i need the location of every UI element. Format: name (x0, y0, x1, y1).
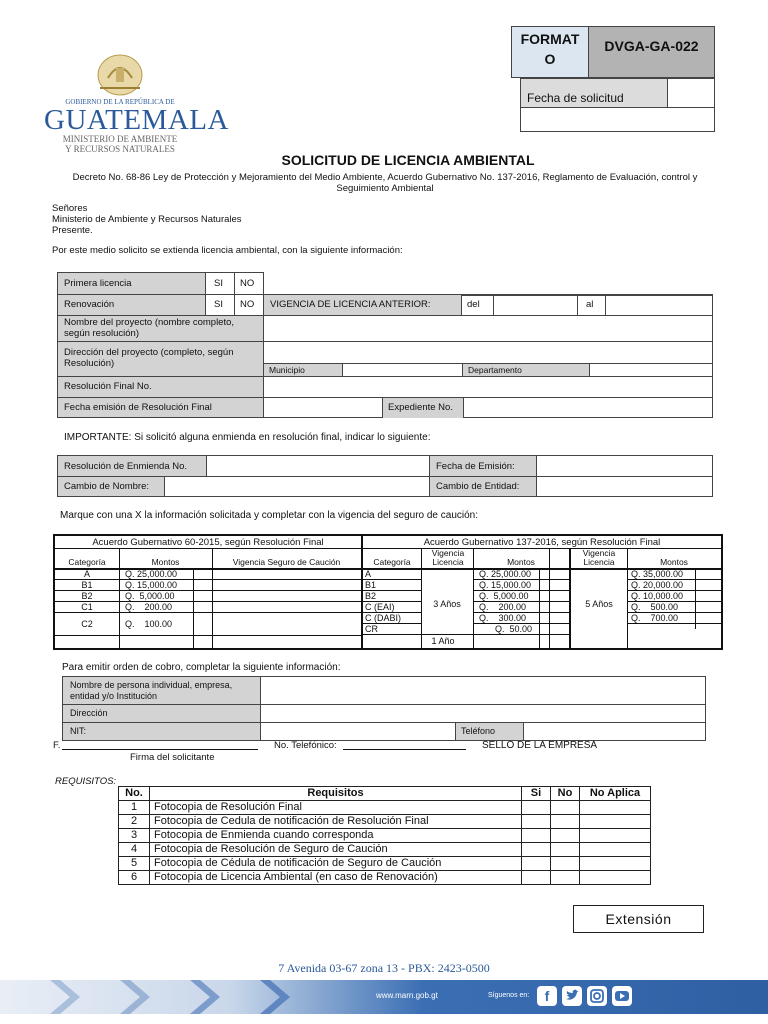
form-project-info (57, 272, 713, 418)
facebook-icon[interactable]: f (537, 986, 557, 1006)
logo-line-3: MINISTERIO DE AMBIENTE (62, 134, 178, 144)
renovacion-label: Renovación (64, 299, 115, 310)
caucion-right-row (627, 569, 721, 580)
footer-web[interactable]: www.marn.gob.gt (376, 991, 438, 1000)
caucion-mid-check[interactable] (550, 580, 569, 590)
caucion-right-row (627, 591, 721, 602)
logo-line-4: Y RECURSOS NATURALES (65, 144, 175, 154)
resolucion-enmienda-label: Resolución de Enmienda No. (64, 461, 188, 472)
requisito-no: 4 (119, 843, 150, 857)
primera-si[interactable]: SI (214, 278, 223, 289)
h-cat-left: Categoría (68, 557, 106, 567)
footer-siguenos: Síguenos en: (488, 992, 530, 999)
caucion-left-vigencia[interactable] (213, 602, 361, 612)
caucion-mid-cat: CR (365, 624, 378, 634)
requisito-row (119, 829, 651, 843)
caucion-mid-check[interactable] (550, 624, 569, 634)
caucion-mid-monto: Q. 200.00 (479, 602, 527, 612)
caucion-right-row (627, 613, 721, 624)
sello-label: SELLO DE LA EMPRESA (482, 740, 598, 751)
vigencia-label: VIGENCIA DE LICENCIA ANTERIOR: (270, 299, 431, 310)
requisito-si[interactable] (522, 857, 551, 871)
requisito-no: 3 (119, 829, 150, 843)
caucion-left-check[interactable] (194, 602, 212, 612)
caucion-left-row (55, 569, 361, 580)
caucion-mid-monto: Q. 300.00 (479, 613, 527, 623)
req-h-no: No. (119, 787, 150, 801)
instagram-icon[interactable] (587, 986, 607, 1006)
h-vig-lic-right: Vigencia Licencia (582, 548, 616, 567)
caucion-left-monto: Q. 5,000.00 (125, 591, 175, 601)
mid-vig-3: 3 Años (433, 599, 461, 609)
requisito-text: Fotocopia de Resolución de Seguro de Caución (150, 843, 522, 857)
requisito-na[interactable] (580, 843, 651, 857)
requisito-no: 1 (119, 801, 150, 815)
requisito-no-check[interactable] (551, 829, 580, 843)
primera-no[interactable]: NO (240, 278, 255, 289)
requisito-si[interactable] (522, 815, 551, 829)
caucion-left-monto: Q. 200.00 (125, 602, 173, 612)
caucion-right-check[interactable] (696, 602, 721, 612)
requisito-no-check[interactable] (551, 815, 580, 829)
cobro-nit-label: NIT: (70, 726, 87, 736)
firma-line[interactable] (62, 749, 258, 750)
telefono-label: No. Telefónico: (274, 740, 337, 751)
caucion-left-row (55, 580, 361, 591)
page-title: SOLICITUD DE LICENCIA AMBIENTAL (281, 152, 535, 168)
caucion-right-monto: Q. 10,000.00 (631, 591, 684, 601)
requisito-no: 6 (119, 871, 150, 885)
caucion-mid-check[interactable] (550, 591, 569, 601)
h-cat-mid: Categoría (373, 557, 411, 567)
addressee-1: Señores (52, 203, 88, 214)
caucion-mid-cat: B1 (365, 580, 377, 590)
resolucion-final-label: Resolución Final No. (64, 381, 152, 392)
caucion-left-row (55, 613, 361, 636)
caucion-mid-cat: C (EAI) (365, 602, 395, 612)
al-label: al (586, 299, 594, 310)
caucion-left-vigencia[interactable] (213, 569, 361, 579)
caucion-left-row (55, 591, 361, 602)
caucion-right-monto: Q. 35,000.00 (631, 569, 684, 579)
cobro-telefono-label: Teléfono (461, 726, 496, 736)
requisito-no-check[interactable] (551, 801, 580, 815)
form-enmienda (57, 455, 713, 497)
caucion-left-cat: B2 (81, 591, 93, 601)
logo-line-1: GOBIERNO DE LA REPÚBLICA DE (65, 98, 175, 106)
requisito-row (119, 871, 651, 885)
form-cobro (62, 676, 706, 741)
caucion-right-check[interactable] (696, 569, 721, 579)
caucion-mid-monto: Q. 50.00 (495, 624, 533, 634)
requisito-si[interactable] (522, 871, 551, 885)
caucion-mid-cat: C (DABI) (365, 613, 401, 623)
fecha-solicitud-input[interactable] (520, 107, 715, 132)
caucion-right-monto: Q. 500.00 (631, 602, 679, 612)
req-h-si: Si (522, 787, 551, 801)
fecha-emision-label: Fecha emisión de Resolución Final (64, 402, 212, 413)
firma-f: F. (53, 740, 61, 751)
requisito-si[interactable] (522, 801, 551, 815)
caucion-left-check[interactable] (194, 591, 212, 601)
cobro-direccion-label: Dirección (70, 708, 108, 718)
caucion-left-monto: Q. 25,000.00 (125, 569, 178, 579)
requisito-no: 5 (119, 857, 150, 871)
format-label: FORMATO (511, 26, 589, 78)
h-montos-mid: Montos (507, 557, 535, 567)
coat-of-arms-icon (90, 48, 150, 98)
format-box (511, 26, 715, 132)
caucion-mid-cat: A (365, 569, 372, 579)
logo-line-2: GUATEMALA (44, 104, 229, 136)
page-subtitle: Decreto No. 68-86 Ley de Protección y Mejoramiento del Medio Ambiente, Acuerdo Gubernativo No. 137-2016, Reglamento de Evaluación, control y Seguimiento Ambiental (72, 172, 698, 194)
requisitos-title: REQUISITOS: (55, 776, 117, 787)
requisito-si[interactable] (522, 829, 551, 843)
requisito-no-check[interactable] (551, 871, 580, 885)
renovacion-si[interactable]: SI (214, 299, 223, 310)
caucion-left-vigencia[interactable] (213, 591, 361, 601)
requisito-text: Fotocopia de Resolución Final (150, 801, 522, 815)
requisito-na[interactable] (580, 857, 651, 871)
departamento-label: Departamento (468, 365, 522, 375)
primera-licencia-label: Primera licencia (64, 278, 132, 289)
caucion-mid-cat: B2 (365, 591, 377, 601)
cambio-entidad-label: Cambio de Entidad: (436, 481, 520, 492)
req-h-no2: No (551, 787, 580, 801)
requisito-na[interactable] (580, 871, 651, 885)
requisitos-table (118, 786, 651, 885)
firma-label: Firma del solicitante (130, 752, 215, 763)
expediente-label: Expediente No. (388, 402, 453, 413)
addressee-2: Ministerio de Ambiente y Recursos Naturales (52, 214, 242, 225)
footer-bar (0, 980, 768, 1014)
caucion-mid-monto: Q. 25,000.00 (479, 569, 532, 579)
requisito-row (119, 815, 651, 829)
caucion-mid-check[interactable] (550, 569, 569, 579)
fecha-solicitud-label: Fecha de solicitud (520, 78, 668, 108)
importante-text: IMPORTANTE: Si solicitó alguna enmienda en resolución final, indicar lo siguiente: (64, 432, 431, 443)
h-vig-seg: Vigencia Seguro de Caución (232, 557, 341, 567)
caucion-left-title: Acuerdo Gubernativo 60-2015, según Resolución Final (92, 537, 324, 548)
cobro-nombre-label: Nombre de persona individual, empresa, entidad y/o Institución (70, 680, 233, 701)
caucion-right-check[interactable] (696, 591, 721, 601)
caucion-mid-check[interactable] (550, 602, 569, 612)
caucion-left-cat: A (83, 569, 90, 579)
requisito-si[interactable] (522, 843, 551, 857)
municipio-label: Municipio (269, 365, 305, 375)
requisito-row (119, 857, 651, 871)
caucion-left-vigencia[interactable] (213, 580, 361, 590)
requisito-na[interactable] (580, 815, 651, 829)
twitter-icon[interactable] (562, 986, 582, 1006)
nombre-proyecto-label: Nombre del proyecto (nombre completo, según resolución) (64, 317, 235, 339)
addressee-3: Presente. (52, 225, 93, 236)
caucion-left-monto: Q. 15,000.00 (125, 580, 178, 590)
h-montos-right: Montos (660, 557, 688, 567)
direccion-proyecto-label: Dirección del proyecto (completo, según Resolución) (64, 347, 234, 369)
extension-box[interactable]: Extensión (573, 905, 704, 933)
caucion-right-check[interactable] (696, 580, 721, 590)
caucion-mid-monto: Q. 5,000.00 (479, 591, 529, 601)
req-h-na: No Aplica (580, 787, 651, 801)
caucion-table (53, 534, 723, 650)
caucion-left-cat: C2 (81, 619, 93, 629)
youtube-icon[interactable] (612, 986, 632, 1006)
fecha-gap (667, 78, 715, 108)
caucion-mid-monto: Q. 15,000.00 (479, 580, 532, 590)
caucion-left-check[interactable] (194, 569, 212, 579)
requisito-text: Fotocopia de Cedula de notificación de Resolución Final (150, 815, 522, 829)
del-label: del (467, 299, 480, 310)
format-code: DVGA-GA-022 (588, 26, 715, 78)
caucion-right-row (627, 602, 721, 613)
requisito-na[interactable] (580, 829, 651, 843)
cambio-nombre-label: Cambio de Nombre: (64, 481, 150, 492)
requisito-no: 2 (119, 815, 150, 829)
requisito-text: Fotocopia de Licencia Ambiental (en caso de Renovación) (150, 871, 522, 885)
caucion-right-monto: Q. 700.00 (631, 613, 679, 623)
logo (44, 48, 229, 168)
caucion-right-title: Acuerdo Gubernativo 137-2016, según Resolución Final (423, 537, 661, 548)
caucion-left-check[interactable] (194, 580, 212, 590)
caucion-left-vigencia[interactable] (213, 613, 361, 635)
requisito-na[interactable] (580, 801, 651, 815)
caucion-right-monto: Q. 20,000.00 (631, 580, 684, 590)
telefono-line[interactable] (343, 749, 466, 750)
caucion-left-cat: C1 (81, 602, 93, 612)
cr-vig: 1 Año (431, 636, 455, 646)
footer-address: 7 Avenida 03-67 zona 13 - PBX: 2423-0500 (278, 961, 490, 975)
intro-text: Por este medio solicito se extienda licencia ambiental, con la siguiente información: (52, 245, 403, 256)
requisito-no-check[interactable] (551, 857, 580, 871)
requisito-row (119, 843, 651, 857)
requisito-row (119, 801, 651, 815)
fecha-emision-enm-label: Fecha de Emisión: (436, 461, 515, 472)
caucion-left-monto: Q. 100.00 (125, 619, 173, 629)
caucion-left-cat: B1 (81, 580, 93, 590)
requisito-text: Fotocopia de Enmienda cuando corresponda (150, 829, 522, 843)
caucion-right-row (627, 580, 721, 591)
right-vig-5: 5 Años (585, 599, 613, 609)
renovacion-no[interactable]: NO (240, 299, 255, 310)
requisito-text: Fotocopia de Cédula de notificación de Seguro de Caución (150, 857, 522, 871)
h-montos-left: Montos (151, 557, 180, 567)
caucion-left-check[interactable] (194, 613, 212, 635)
req-h-req: Requisitos (150, 787, 522, 801)
cobro-intro: Para emitir orden de cobro, completar la siguiente información: (62, 662, 341, 673)
caucion-right-check[interactable] (696, 613, 721, 623)
caucion-mid-check[interactable] (550, 613, 569, 623)
h-vig-lic-mid: Vigencia Licencia (431, 548, 465, 567)
caucion-left-row (55, 602, 361, 613)
requisito-no-check[interactable] (551, 843, 580, 857)
marque-text: Marque con una X la información solicitada y completar con la vigencia del seguro de caución: (60, 510, 479, 521)
